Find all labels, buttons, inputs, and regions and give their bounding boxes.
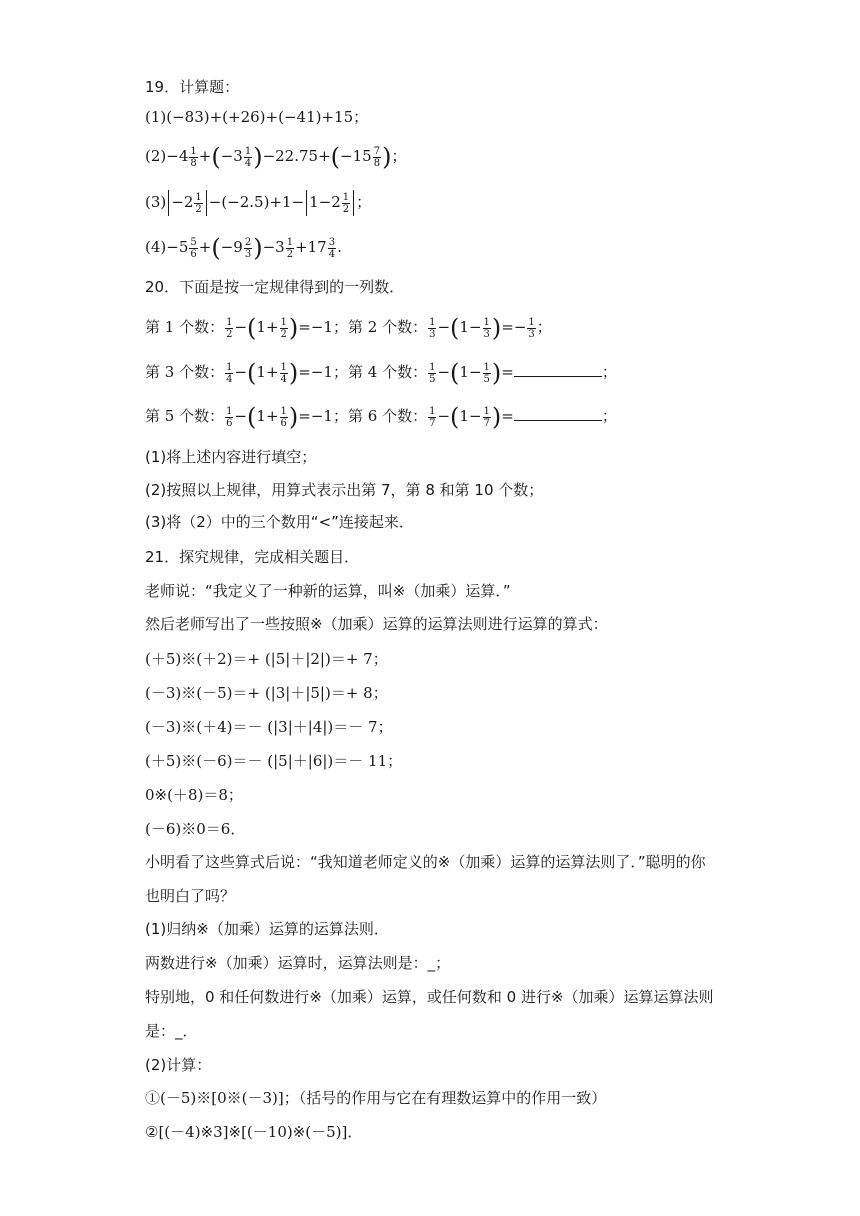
- abs-bar: [306, 190, 307, 216]
- q19-p4-b: −9: [220, 238, 243, 256]
- q19-p4-mid2: +17: [295, 238, 327, 256]
- q21-eq: (－3)※(－5)＝+ (|3|＋|5|)＝+ 8；: [145, 684, 388, 702]
- fraction: $\frac{1}{3}$: [483, 316, 490, 340]
- answer-blank[interactable]: [514, 362, 602, 377]
- q19-p3-end: ；: [356, 193, 372, 211]
- q21-then: 然后老师写出了一些按照※（加乘）运算的运算法则进行运算的算式：: [145, 615, 608, 633]
- q20-result: =−: [501, 318, 527, 336]
- q19-p3-b: 1−2: [309, 193, 341, 211]
- q20-semi: ；: [601, 363, 617, 381]
- q21-rule2-line1: 特别地，0 和任何数进行※（加乘）运算，或任何数和 0 进行※（加乘）运算运算法则: [145, 988, 714, 1006]
- fraction: $\frac{1}{8}$: [190, 145, 197, 169]
- q19-p4-prefix: (4)−5: [145, 238, 189, 256]
- q19-p2-mid: −22.75+: [262, 147, 331, 165]
- fraction: $\frac{7}{8}$: [373, 145, 381, 169]
- q20-sub2: (2)按照以上规律，用算式表示出第 7，第 8 和第 10 个数；: [145, 481, 544, 499]
- abs-bar: [353, 190, 354, 216]
- q19-p2-prefix: (2)−4: [145, 147, 189, 165]
- q21-teacher-says: 老师说：“我定义了一种新的运算，叫※（加乘）运算．”: [145, 582, 511, 600]
- abs-bar: [168, 190, 169, 216]
- q19-p3-prefix: (3): [145, 193, 167, 211]
- q20-semi: ；: [601, 407, 617, 425]
- fraction: $\frac{1}{7}$: [483, 405, 490, 429]
- q20-sub3: (3)将（2）中的三个数用“<”连接起来．: [145, 513, 414, 531]
- fraction: $\frac{3}{4}$: [328, 236, 336, 260]
- q19-part2: (2)−4 $\frac{1}{8}$ +(−3 $\frac{1}{4}$ )−22.75+(−15 $\frac{7}{8}$ )；: [145, 143, 407, 171]
- q20-op: 1+: [256, 363, 279, 381]
- fraction: $\frac{1}{5}$: [483, 361, 490, 385]
- q21-sub2: (2)计算：: [145, 1056, 212, 1074]
- fraction: $\frac{5}{6}$: [190, 236, 197, 260]
- fraction: $\frac{1}{6}$: [226, 405, 233, 429]
- q21-xiaoming-line2: 也明白了吗？: [145, 887, 236, 905]
- q20-op: 1+: [256, 407, 279, 425]
- q20-op: 1−: [459, 318, 482, 336]
- q20-n6: ；第 6 个数：: [332, 407, 428, 425]
- fraction: $\frac{1}{2}$: [342, 191, 350, 215]
- q20-semi: ；: [536, 318, 552, 336]
- q20-op: 1−: [459, 363, 482, 381]
- fraction: $\frac{2}{3}$: [244, 236, 252, 260]
- abs-bar: [206, 190, 207, 216]
- fraction: $\frac{1}{4}$: [244, 145, 252, 169]
- q21-calc1: ①(－5)※[0※(－3)]；（括号的作用与它在有理数运算中的作用一致）: [145, 1089, 607, 1107]
- q20-op: 1−: [459, 407, 482, 425]
- q20-row1: 第 1 个数： $\frac{1}{2}$ −(1+ $\frac{1}{2}$ )=−1；第 2 个数： $\frac{1}{3}$ −(1− $\frac{1}{3}$ )=− $\frac{1}{3}$ ；: [145, 314, 552, 342]
- q19-p3-mid: −(−2.5)+1−: [208, 193, 305, 211]
- fraction: $\frac{1}{3}$: [429, 316, 436, 340]
- q21-xiaoming-line1: 小明看了这些算式后说：“我知道老师定义的※（加乘）运算的运算法则了．”聪明的你: [145, 853, 706, 871]
- q19-part1: (1)(−83)+(+26)+(−41)+15；: [145, 108, 369, 126]
- q20-n3: 第 3 个数：: [145, 363, 225, 381]
- q19-part4: (4)−5 $\frac{5}{6}$ +(−9 $\frac{2}{3}$ )−3 $\frac{1}{2}$ +17 $\frac{3}{4}$ .: [145, 234, 342, 262]
- fraction: $\frac{1}{7}$: [429, 405, 436, 429]
- q21-eq: 0※(＋8)＝8；: [145, 786, 243, 804]
- q21-title: 21．探究规律，完成相关题目．: [145, 548, 360, 566]
- fraction: $\frac{1}{2}$: [286, 236, 294, 260]
- q20-title: 20．下面是按一定规律得到的一列数．: [145, 278, 405, 296]
- fraction: $\frac{1}{4}$: [280, 361, 287, 385]
- fraction: $\frac{1}{4}$: [226, 361, 233, 385]
- q20-n4: ；第 4 个数：: [332, 363, 428, 381]
- q20-sub1: (1)将上述内容进行填空；: [145, 448, 317, 466]
- q21-rule1: 两数进行※（加乘）运算时，运算法则是：_；: [145, 954, 451, 972]
- q20-n1: 第 1 个数：: [145, 318, 225, 336]
- q20-result: =−1: [298, 407, 333, 425]
- q19-part3: [145, 190, 760, 216]
- fraction: $\frac{1}{2}$: [195, 191, 202, 215]
- q21-rule2-line2: 是：_．: [145, 1022, 198, 1040]
- q19-p2-b: −15: [340, 147, 372, 165]
- q21-eq: (－6)※0＝6．: [145, 820, 246, 838]
- q19-p4-mid: −3: [262, 238, 285, 256]
- q20-op: 1+: [256, 318, 279, 336]
- q21-eq: (－3)※(＋4)＝－ (|3|＋|4|)＝－ 7；: [145, 718, 393, 736]
- q20-result: =: [501, 363, 514, 381]
- q21-eq: (＋5)※(－6)＝－ (|5|＋|6|)＝－ 11；: [145, 752, 403, 770]
- q20-n5: 第 5 个数：: [145, 407, 225, 425]
- q21-sub1: (1)归纳※（加乘）运算的运算法则．: [145, 920, 389, 938]
- q19-p2-end: ；: [391, 147, 407, 165]
- q19-p4-end: .: [337, 238, 342, 256]
- fraction: $\frac{1}{2}$: [226, 316, 233, 340]
- fraction: $\frac{1}{3}$: [528, 316, 535, 340]
- q19-p2-a: −3: [220, 147, 243, 165]
- fraction: $\frac{1}{2}$: [280, 316, 287, 340]
- q19-p3-a: −2: [171, 193, 194, 211]
- q20-row3: 第 5 个数： $\frac{1}{6}$ −(1+ $\frac{1}{6}$ )=−1；第 6 个数： $\frac{1}{7}$ −(1− $\frac{1}{7}$ )= ；: [145, 403, 617, 431]
- q20-n2: ；第 2 个数：: [332, 318, 428, 336]
- fraction: $\frac{1}{6}$: [280, 405, 287, 429]
- q20-row2: 第 3 个数： $\frac{1}{4}$ −(1+ $\frac{1}{4}$ )=−1；第 4 个数： $\frac{1}{5}$ −(1− $\frac{1}{5}$ )= ；: [145, 359, 617, 387]
- q20-result: =−1: [298, 318, 333, 336]
- q21-eq: (＋5)※(＋2)＝+ (|5|＋|2|)＝+ 7；: [145, 650, 388, 668]
- q21-calc2: ②[(－4)※3]※[(－10)※(－5)]．: [145, 1123, 363, 1141]
- answer-blank[interactable]: [514, 406, 602, 421]
- q20-result: =: [501, 407, 514, 425]
- fraction: $\frac{1}{5}$: [429, 361, 436, 385]
- q20-result: =−1: [298, 363, 333, 381]
- q19-title: 19．计算题：: [145, 78, 240, 96]
